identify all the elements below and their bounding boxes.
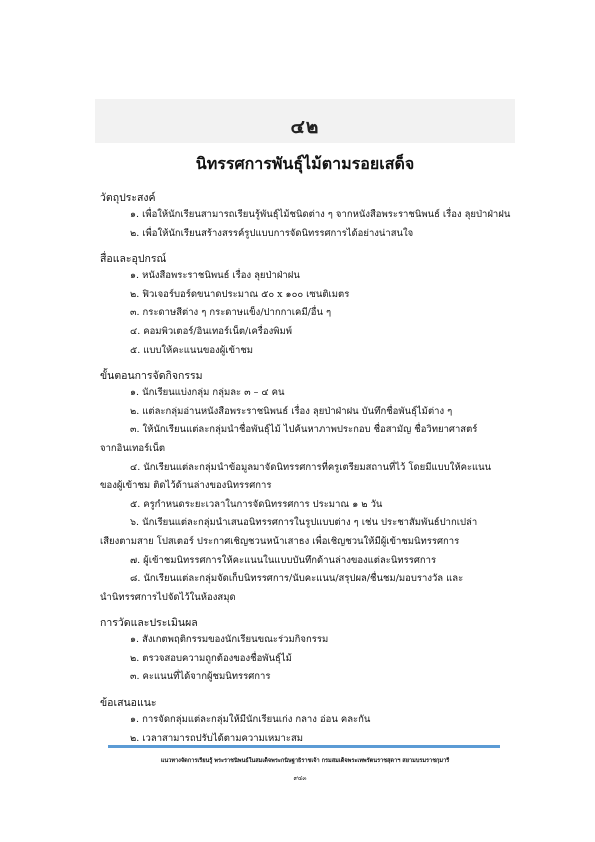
footer-text: แนวทางจัดการเรียนรู้ พระราชนิพนธ์ในสมเด็จพระกนิษฐาธิราชเจ้า กรมสมเด็จพระเทพรัตนราชสุดาฯ สยามบรมราชกุมารี <box>160 758 450 764</box>
list-item: ๗. ผู้เข้าชมนิทรรศการให้คะแนนในแบบบันทึกด้านล่างของแต่ละนิทรรศการ <box>130 554 437 566</box>
list-item: ๑. นักเรียนแบ่งกลุ่ม กลุ่มละ ๓ – ๔ คน <box>130 387 285 399</box>
evaluation-section <box>100 615 520 687</box>
list-item: ๔. นักเรียนแต่ละกลุ่มนำข้อมูลมาจัดนิทรรศการที่ครูเตรียมสถานที่ไว้ โดยมีแบบให้คะแนน <box>130 461 492 473</box>
section-heading: ข้อเสนอแนะ <box>100 697 157 710</box>
list-item: ๑. การจัดกลุ่มแต่ละกลุ่มให้มีนักเรียนเก่ง กลาง อ่อน คละกัน <box>130 714 371 726</box>
list-item: ๒. ฟิวเจอร์บอร์ดขนาดประมาณ ๕๐ x ๑๐๐ เซนติเมตร <box>130 288 350 300</box>
list-item: ๑. เพื่อให้นักเรียนสามารถเรียนรู้พันธุ์ไม้ชนิดต่าง ๆ จากหนังสือพระราชนิพนธ์ เรื่อง ลุยป่าฝ่าฝน <box>130 209 511 220</box>
document-body <box>100 190 520 748</box>
list-item: ๕. ครูกำหนดระยะเวลาในการจัดนิทรรศการ ประมาณ ๑ ๒ วัน <box>130 498 383 510</box>
list-item: ๑. หนังสือพระราชนิพนธ์ เรื่อง ลุยป่าฝ่าฝน <box>130 270 300 282</box>
list-item: ๓. คะแนนที่ได้จากผู้ชมนิทรรศการ <box>130 671 271 683</box>
list-item: ๖. นักเรียนแต่ละกลุ่มนำเสนอนิทรรศการในรูปแบบต่าง ๆ เช่น ประชาสัมพันธ์ปากเปล่า <box>130 517 478 529</box>
objectives-section <box>100 190 520 243</box>
list-item: ๒. เพื่อให้นักเรียนสร้างสรรค์รูปแบบการจัดนิทรรศการได้อย่างน่าสนใจ <box>130 227 414 239</box>
page-title: นิทรรศการพันธุ์ไม้ตามรอยเสด็จ <box>195 154 415 173</box>
list-item: ๒. แต่ละกลุ่มอ่านหนังสือพระราชนิพนธ์ เรื่อง ลุยป่าฝ่าฝน บันทึกชื่อพันธุ์ไม้ต่าง ๆ <box>130 405 453 417</box>
footer-page-number: ๙๔๓ <box>293 775 307 782</box>
section-heading: การวัดและประเมินผล <box>100 617 198 630</box>
list-item-continuation: จากอินเทอร์เน็ต <box>100 442 166 454</box>
section-heading: ขั้นตอนการจัดกิจกรรม <box>100 370 203 383</box>
list-item-continuation: ของผู้เข้าชม ติดไว้ด้านล่างของนิทรรศการ <box>100 480 272 492</box>
section-heading: สื่อและอุปกรณ์ <box>100 253 167 266</box>
list-item-continuation: เสียงตามสาย โปสเตอร์ ประกาศเชิญชวนหน้าเสาธง เพื่อเชิญชวนให้มีผู้เข้าชมนิทรรศการ <box>100 535 460 547</box>
materials-section <box>100 251 520 360</box>
list-item: ๕. แบบให้คะแนนของผู้เข้าชม <box>130 344 254 356</box>
list-item: ๒. ตรวจสอบความถูกต้องของชื่อพันธุ์ไม้ <box>130 652 292 664</box>
suggestions-section <box>100 695 520 748</box>
chapter-number: ๔๒ <box>290 116 320 138</box>
list-item: ๓. กระดาษสีต่าง ๆ กระดาษแข็ง/ปากกาเคมี/อื่น ๆ <box>130 307 332 319</box>
footer-divider <box>108 745 500 748</box>
procedure-section <box>100 368 520 607</box>
list-item: ๓. ให้นักเรียนแต่ละกลุ่มนำชื่อพันธุ์ไม้ ไปค้นหาภาพประกอบ ชื่อสามัญ ชื่อวิทยาศาสตร์ <box>130 424 478 436</box>
list-item: ๔. คอมพิวเตอร์/อินเทอร์เน็ต/เครื่องพิมพ์ <box>130 325 293 337</box>
list-item: ๘. นักเรียนแต่ละกลุ่มจัดเก็บนิทรรศการ/นับคะแนน/สรุปผล/ชื่นชม/มอบรางวัล และ <box>130 573 464 585</box>
list-item-continuation: นำนิทรรศการไปจัดไว้ในห้องสมุด <box>100 591 236 603</box>
list-item: ๑. สังเกตพฤติกรรมของนักเรียนขณะร่วมกิจกรรม <box>130 634 329 646</box>
list-item: ๒. เวลาสามารถปรับได้ตามความเหมาะสม <box>130 732 304 744</box>
section-heading: วัตถุประสงค์ <box>100 192 156 204</box>
